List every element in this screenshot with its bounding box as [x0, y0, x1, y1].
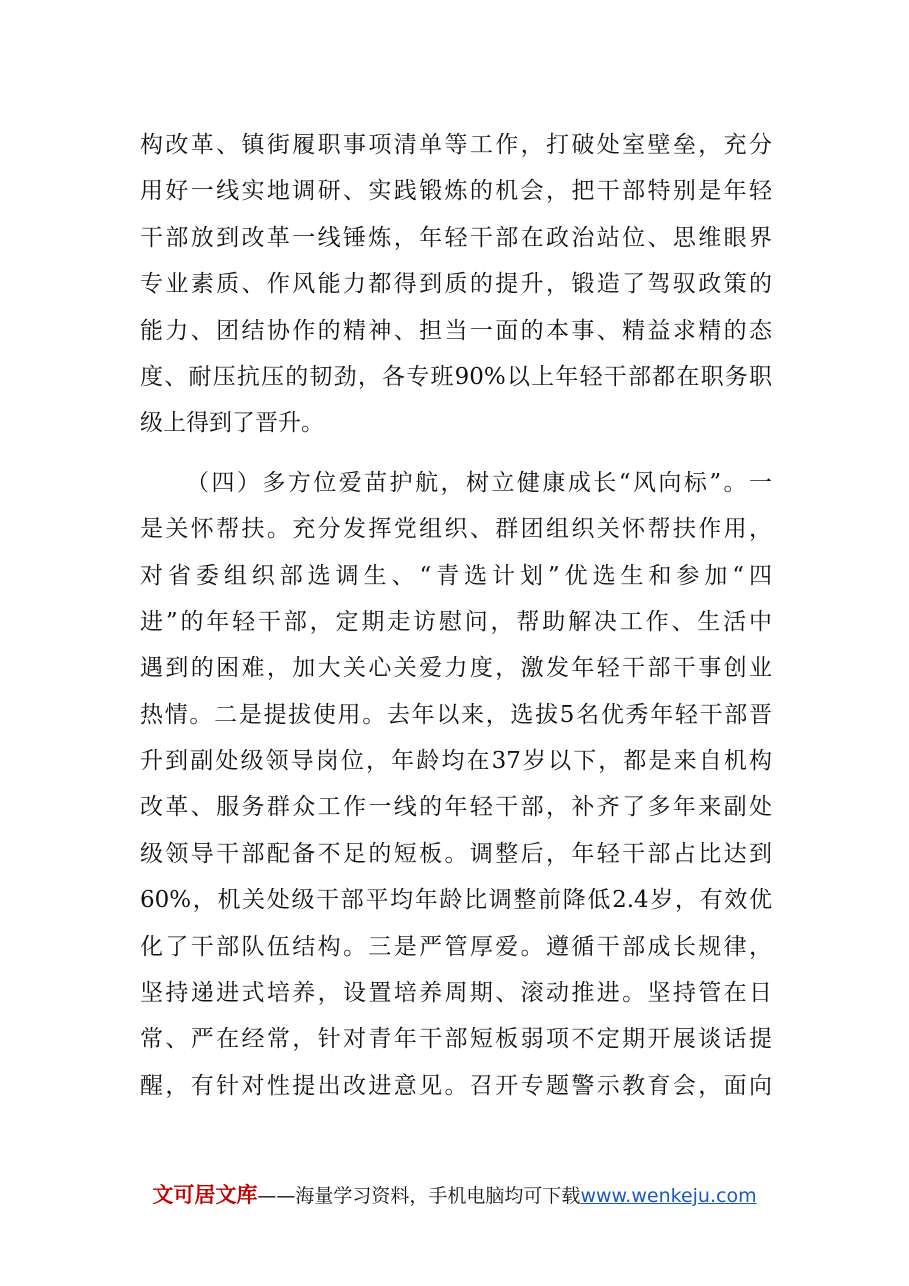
- text-line: 构改革、镇街履职事项清单等工作，打破处室壁垒，充分: [140, 132, 772, 158]
- text-line: 能力、团结协作的精神、担当一面的本事、精益求精的态: [140, 317, 772, 344]
- text-line: 化了干部队伍结构。三是严管厚爱。遵循干部成长规律，: [140, 933, 772, 960]
- text-line: 遇到的困难，加大关心关爱力度，激发年轻干部干事创业: [140, 655, 772, 682]
- text-line: 常、严在经常，针对青年干部短板弱项不定期开展谈话提: [140, 1026, 772, 1053]
- text-line: 用好一线实地调研、实践锻炼的机会，把干部特别是年轻: [140, 178, 772, 205]
- paragraph-2: [140, 460, 772, 1109]
- page-footer: [0, 1180, 909, 1211]
- paragraph-1: [140, 122, 772, 447]
- text-line: 级领导干部配备不足的短板。调整后，年轻干部占比达到: [140, 840, 772, 867]
- text-line: 度、耐压抗压的韧劲，各专班90%以上年轻干部都在职务职: [140, 363, 772, 390]
- text-line: 升到副处级领导岗位，年龄均在37岁以下，都是来自机构: [140, 748, 772, 775]
- text-line: （四）多方位爱苗护航，树立健康成长“风向标”。一: [186, 469, 772, 496]
- text-line: 是关怀帮扶。充分发挥党组织、群团组织关怀帮扶作用，: [140, 516, 772, 543]
- text-line: 热情。二是提拔使用。去年以来，选拔5名优秀年轻干部晋: [140, 701, 772, 728]
- footer-tagline: ——海量学习资料，手机电脑均可下载: [257, 1185, 581, 1207]
- text-line: 专业素质、作风能力都得到质的提升，锻造了驾驭政策的: [140, 271, 772, 298]
- text-line: 改革、服务群众工作一线的年轻干部，补齐了多年来副处: [140, 794, 772, 821]
- text-line: 60%，机关处级干部平均年龄比调整前降低2.4岁，有效优: [140, 887, 772, 914]
- text-line: 坚持递进式培养，设置培养周期、滚动推进。坚持管在日: [140, 980, 772, 1007]
- text-line: 级上得到了晋升。: [140, 410, 324, 437]
- footer-website-link[interactable]: www.wenkeju.com: [580, 1185, 757, 1207]
- paragraph-spacer: [140, 447, 772, 460]
- text-line: 进”的年轻干部，定期走访慰问，帮助解决工作、生活中: [140, 608, 772, 635]
- text-line: 干部放到改革一线锤炼，年轻干部在政治站位、思维眼界: [140, 224, 772, 251]
- text-line: 对省委组织部选调生、“青选计划”优选生和参加“四: [140, 562, 772, 589]
- footer-brand: 文可居文库: [152, 1183, 258, 1207]
- document-body: [140, 122, 772, 1109]
- text-line: 醒，有针对性提出改进意见。召开专题警示教育会，面向: [140, 1072, 772, 1099]
